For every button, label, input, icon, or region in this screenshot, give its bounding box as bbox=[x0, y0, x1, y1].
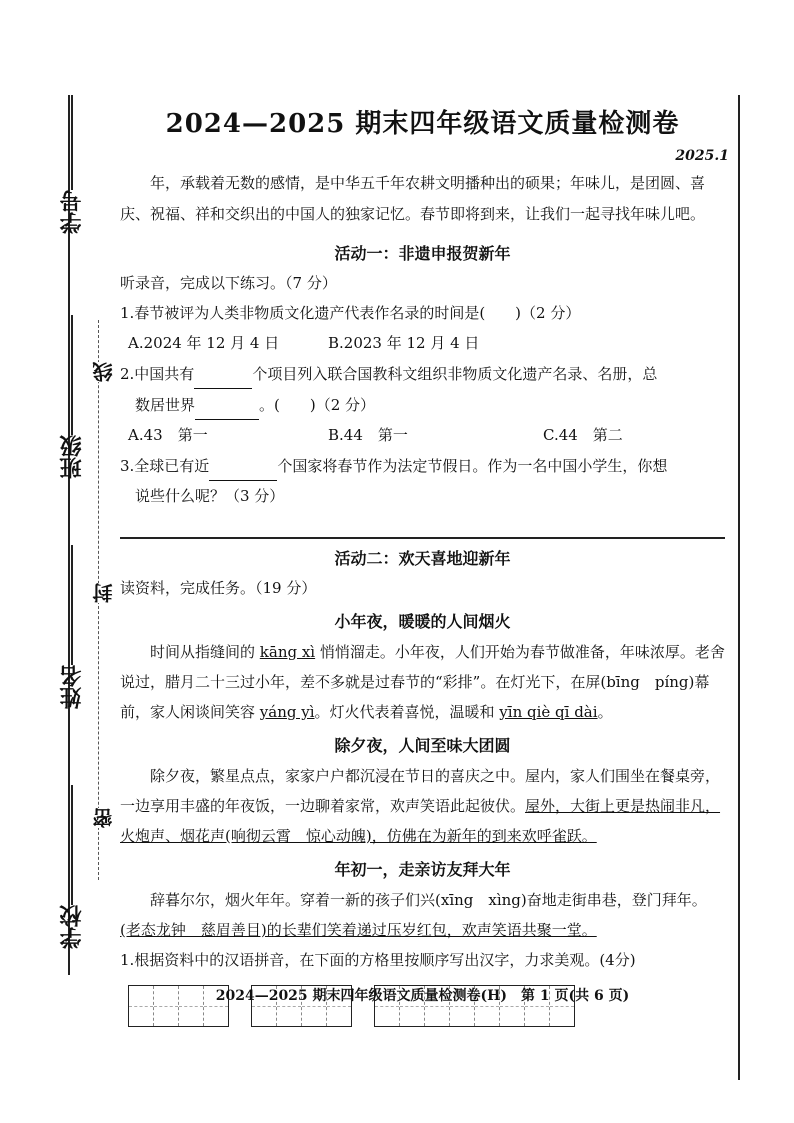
activity-2-instruction: 读资料，完成任务。（19 分） bbox=[120, 579, 317, 597]
option-c[interactable]: C.44 第二 bbox=[543, 426, 623, 444]
activity-1-title: 活动一：非遗申报贺新年 bbox=[334, 244, 511, 263]
option-a[interactable]: A.43 第一 bbox=[128, 426, 208, 444]
section-2-title: 除夕夜，人间至味大团圆 bbox=[334, 736, 511, 755]
pinyin-choice-1: bīng píng bbox=[606, 673, 689, 691]
answer-line[interactable] bbox=[120, 537, 725, 539]
pinyin-2: yáng yì bbox=[259, 703, 315, 721]
class-label: 班级 bbox=[59, 435, 85, 479]
school-label: 学校 bbox=[59, 905, 85, 949]
section-3-paragraph: 辞暮尔尔，烟火年年。穿着一新的孩子们兴(xīng xìng)奋地走街串巷，登门拜年。(老态龙钟 慈眉善目)的长辈们笑着递过压岁红包，欢声笑语共聚一堂。 bbox=[120, 891, 707, 939]
q2-text-c: 数居世界 bbox=[135, 396, 196, 414]
q3-text-a: 3.全球已有近 bbox=[120, 457, 210, 475]
underlined-sentence-2: (老态龙钟 慈眉善目)的长辈们笑着递过压岁红包，欢声笑语共聚一堂。 bbox=[120, 921, 597, 939]
right-border-line bbox=[738, 95, 740, 1080]
q3-text-c: 说些什么呢？（3 分） bbox=[135, 487, 285, 505]
q2-text-d: 。( )（2 分） bbox=[259, 396, 376, 414]
question-2 bbox=[120, 358, 725, 420]
seal-char-seal: 封 bbox=[89, 583, 118, 603]
exam-page bbox=[120, 95, 729, 1027]
name-label: 姓名 bbox=[59, 665, 85, 709]
pinyin-3: yīn qiè qī dài bbox=[499, 703, 598, 721]
intro-paragraph: 年，承载着无数的感情，是中华五千年农耕文明播种出的硕果；年味儿，是团圆、喜庆、祝福、祥和交织出的中国人的独家记忆。春节即将到来，让我们一起寻找年味儿吧。 bbox=[120, 174, 706, 223]
seal-char-line: 线 bbox=[89, 362, 118, 382]
section-1-title: 小年夜，暖暖的人间烟火 bbox=[334, 612, 511, 631]
option-b[interactable]: B.44 第一 bbox=[328, 426, 408, 444]
exam-date: 2025.1 bbox=[675, 148, 729, 164]
question-3 bbox=[120, 450, 725, 511]
q2-blank-1[interactable] bbox=[194, 358, 252, 389]
name-field[interactable] bbox=[56, 545, 87, 709]
q3-blank[interactable] bbox=[209, 450, 277, 481]
section-2-paragraph: 除夕夜，繁星点点，家家户户都沉浸在节日的喜庆之中。屋内，家人们围坐在餐桌旁，一边享用丰盛的年夜饭，一边聊着家常，欢声笑语此起彼伏。屋外，大街上更是热闹非凡，火炮声、烟花声(响彻云霄 惊心动魄)，仿佛在为新年的到来欢呼雀跃。 bbox=[120, 767, 721, 845]
underlined-sentence-1: 屋外，大街上更是热闹非凡，火炮声、烟花声(响彻云霄 惊心动魄)，仿佛在为新年的到来欢呼雀跃。 bbox=[120, 797, 721, 845]
student-id-label: 学号 bbox=[59, 190, 85, 234]
page-footer: 2024—2025 期末四年级语文质量检测卷(H) 第 1 页(共 6 页) bbox=[215, 988, 630, 1004]
task-1: 1.根据资料中的汉语拼音，在下面的方格里按顺序写出汉字，力求美观。(4分) bbox=[120, 951, 636, 969]
q2-text-a: 2.中国共有 bbox=[120, 365, 195, 383]
pinyin-1: kāng xì bbox=[259, 643, 316, 661]
q2-blank-2[interactable] bbox=[195, 389, 259, 420]
seal-char-secret: 密 bbox=[89, 808, 118, 828]
q2-text-b: 个项目列入联合国教科文组织非物质文化遗产名录、名册，总 bbox=[252, 365, 658, 383]
class-field[interactable] bbox=[56, 315, 87, 479]
section-1-paragraph: 时间从指缝间的 kāng xì 悄悄溜走。小年夜，人们开始为春节做准备，年味浓厚。老舍说过，腊月二十三过小年，差不多就是过春节的“彩排”。在灯光下，在屏(bīng píng)幕前，家人闲谈间笑容 yáng yì。灯火代表着喜悦，温暖和 yīn qiè qī dài。 bbox=[120, 643, 725, 721]
question-1: 1.春节被评为人类非物质文化遗产代表作名录的时间是( )（2 分） bbox=[120, 304, 581, 322]
school-field[interactable] bbox=[56, 785, 87, 949]
question-1-options bbox=[120, 328, 725, 358]
activity-1-instruction: 听录音，完成以下练习。（7 分） bbox=[120, 274, 337, 292]
page-title: 2024—2025 期末四年级语文质量检测卷 bbox=[165, 109, 680, 139]
student-id-field[interactable] bbox=[56, 95, 87, 234]
option-b[interactable]: B.2023 年 12 月 4 日 bbox=[328, 334, 480, 352]
binding-margin bbox=[0, 0, 130, 1123]
option-a[interactable]: A.2024 年 12 月 4 日 bbox=[128, 334, 280, 352]
question-2-options bbox=[120, 420, 725, 450]
q3-text-b: 个国家将春节作为法定节假日。作为一名中国小学生，你想 bbox=[277, 457, 668, 475]
section-3-title: 年初一，走亲访友拜大年 bbox=[334, 860, 511, 879]
activity-2-title: 活动二：欢天喜地迎新年 bbox=[334, 549, 511, 568]
